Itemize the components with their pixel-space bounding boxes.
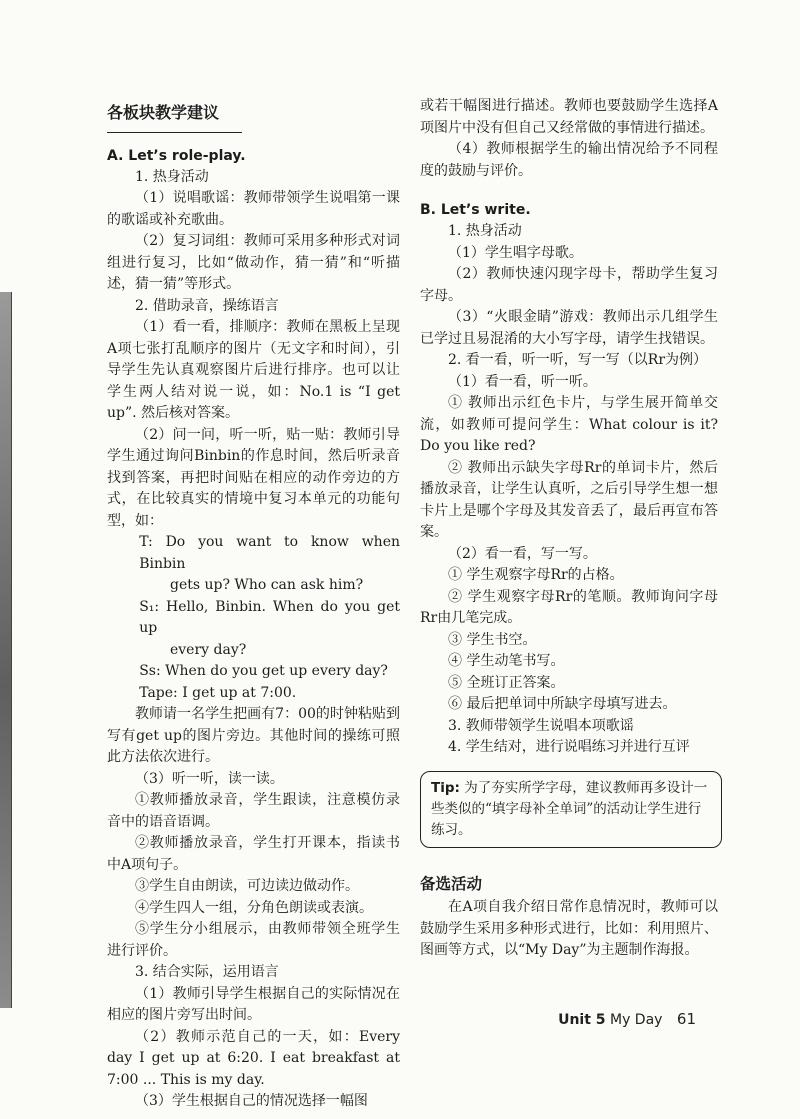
paragraph: 2. 看一看，听一听，写一写（以Rr为例） — [448, 352, 708, 368]
paragraph: （4）教师根据学生的输出情况给予不同程度的鼓励与评价。 — [420, 141, 718, 179]
unit-label: Unit 5 — [558, 1012, 606, 1028]
paragraph: （2）看一看，写一写。 — [448, 545, 597, 562]
paragraph: 2. 借助录音，操练语言 — [135, 297, 279, 314]
paragraph: （2）教师示范自己的一天，如：Every day I get up at 6:20. I eat breakfast at 7:00 ... This is my day. — [107, 1028, 400, 1088]
section-title: 各板块教学建议 — [107, 102, 242, 133]
paragraph: ②教师播放录音，学生打开课本，指读书中A项句子。 — [107, 835, 400, 873]
binding-edge-strip — [0, 292, 12, 1008]
paragraph: ① 教师出示红色卡片，与学生展开简单交流，如教师可提问学生：What colour is it? Do you like red? — [420, 395, 718, 454]
paragraph: ⑤学生分小组展示，由教师带领全班学生进行评价。 — [107, 921, 400, 959]
paragraph: 或若干幅图进行描述。教师也要鼓励学生选择A项图片中没有但自己又经常做的事情进行描述。 — [420, 98, 718, 136]
dialog-text: S₁: Hello, Binbin. When do you get up — [139, 598, 400, 636]
paragraph: （2）复习词组：教师可采用多种形式对词组进行复习，比如“做动作，猜一猜”和“听描述，猜一猜”等形式。 — [107, 233, 400, 292]
page-number: 61 — [676, 1010, 696, 1028]
dialog-text: gets up? Who can ask him? — [169, 577, 364, 593]
tip-label: Tip: — [431, 779, 460, 796]
tip-box — [420, 771, 722, 848]
dialog-line-student — [107, 597, 400, 662]
paragraph: （2）问一问，听一听，贴一贴：教师引导学生通过询问Binbin的作息时间，然后听录音找到答案，再把时间贴在相应的动作旁边的方式，在比较真实的情境中复习本单元的功能句型，如： — [107, 426, 400, 529]
paragraph: （1）看一看，听一听。 — [448, 373, 597, 390]
left-column — [107, 92, 400, 1113]
dialog-text: T: Do you want to know when Binbin — [139, 534, 400, 572]
part-b-heading: B. Let’s write. — [420, 202, 531, 218]
paragraph: 3. 教师带领学生说唱本项歌谣 — [448, 717, 634, 734]
paragraph: 1. 热身活动 — [135, 168, 209, 185]
dialogue-block — [107, 532, 400, 704]
dialog-line-tape: Tape: I get up at 7:00. — [139, 684, 297, 701]
paragraph: （3）“火眼金睛”游戏：教师出示几组学生已学过且易混淆的大小写字母，请学生找错误。 — [420, 309, 718, 347]
paragraph: （3）听一听，读一读。 — [135, 770, 284, 787]
paragraph: ② 学生观察字母Rr的笔顺。教师询问字母Rr由几笔完成。 — [420, 588, 718, 626]
paragraph: ⑥ 最后把单词中所缺字母填写进去。 — [448, 696, 677, 712]
paragraph: 在A项自我介绍日常作息情况时，教师可以鼓励学生采用多种形式进行，比如：利用照片、图画等方式，以“My Day”为主题制作海报。 — [420, 899, 718, 958]
paragraph: （1）学生唱字母歌。 — [448, 244, 583, 261]
paragraph: ④ 学生动笔书写。 — [448, 653, 565, 669]
paragraph: 1. 热身活动 — [448, 223, 522, 239]
paragraph: ② 教师出示缺失字母Rr的单词卡片，然后播放录音，让学生认真听，之后引导学生想一想卡片上是哪个字母及其发音丢了，最后再宣布答案。 — [420, 459, 718, 540]
unit-title: My Day — [609, 1012, 663, 1028]
paragraph: 4. 学生结对，进行说唱练习并进行互评 — [448, 739, 690, 755]
paragraph: 教师请一名学生把画有7：00的时钟粘贴到写有get up的图片旁边。其他时间的操练可照此方法依次进行。 — [107, 706, 400, 765]
paragraph: ③学生自由朗读，可边读边做动作。 — [135, 878, 359, 894]
dialog-line-teacher — [107, 532, 400, 597]
alternative-activity-title: 备选活动 — [420, 874, 483, 893]
paragraph: （2）教师快速闪现字母卡，帮助学生复习字母。 — [420, 266, 718, 304]
paragraph: （1）说唱歌谣：教师带领学生说唱第一课的歌谣或补充歌曲。 — [107, 190, 400, 228]
dialog-text: every day? — [169, 641, 247, 658]
paragraph: （1）看一看，排顺序：教师在黑板上呈现A项七张打乱顺序的图片（无文字和时间），引导学生先认真观察图片后进行排序。也可以让学生两人结对说一说，如：No.1 is “I get up”. 然后核对答案。 — [107, 319, 400, 421]
part-a-heading: A. Let’s role-play. — [107, 147, 246, 164]
paragraph: ①教师播放录音，学生跟读，注意模仿录音中的语音语调。 — [107, 792, 400, 830]
tip-text: 为了夯实所学字母，建议教师再多设计一些类似的“填字母补全单词”的活动让学生进行练习。 — [431, 779, 708, 838]
paragraph: （3）学生根据自己的情况选择一幅图 — [135, 1093, 368, 1109]
paragraph: （1）教师引导学生根据自己的实际情况在相应的图片旁写出时间。 — [107, 985, 400, 1023]
right-column — [420, 96, 718, 962]
paragraph: ⑤ 全班订正答案。 — [448, 674, 565, 691]
paragraph: ③ 学生书空。 — [448, 631, 537, 648]
dialog-line-students: Ss: When do you get up every day? — [139, 663, 388, 679]
paragraph: ④学生四人一组，分角色朗读或表演。 — [135, 899, 373, 916]
paragraph: ① 学生观察字母Rr的占格。 — [448, 567, 624, 583]
paragraph: 3. 结合实际，运用语言 — [135, 964, 279, 980]
page-footer — [558, 1010, 696, 1028]
